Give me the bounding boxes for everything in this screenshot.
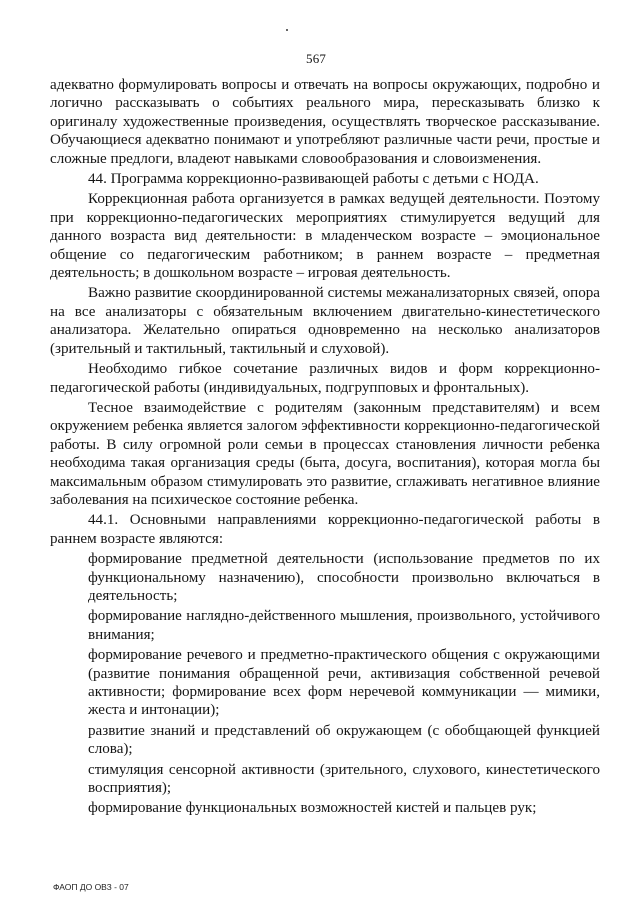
paragraph: Коррекционная работа организуется в рамках ведущей деятельности. Поэтому при коррекционно-педагогических мероприятиях стимулируется ведущий для данного возраста вид деятельности: в младенческом возрасте – эмоциональное общение со педагогическим работником; в раннем возрасте – предметная деятельность; в дошкольном возрасте – игровая деятельность. bbox=[50, 191, 600, 282]
paragraph: Необходимо гибкое сочетание различных видов и форм коррекционно-педагогической работы (индивидуальных, подгрупповых и фронтальных). bbox=[50, 361, 600, 396]
list-item: стимуляция сенсорной активности (зрительного, слухового, кинестетического восприятия); bbox=[88, 761, 600, 797]
page-number: 567 bbox=[306, 51, 327, 66]
paragraph: адекватно формулировать вопросы и отвечать на вопросы окружающих, подробно и логично рассказывать о событиях реального мира, пересказывать близко к оригиналу художественные произведения, осуществлять творческое рассказывание. Обучающиеся адекватно понимают и употребляют различные части речи, простые и сложные предлоги, владеют навыками словообразования и словоизменения. bbox=[50, 77, 600, 167]
footer-label: ФАОП ДО ОВЗ - 07 bbox=[53, 882, 129, 892]
section-heading: 44. Программа коррекционно-развивающей работы с детьми с НОДА. bbox=[88, 171, 539, 188]
paragraph: Тесное взаимодействие с родителям (законным представителям) и всем окружением ребенка является залогом эффективности коррекционно-педагогической работы. В силу огромной роли семьи в процессах становления личности ребенка необходима такая организация среды (быта, досуга, воспитания), которая могла бы максимальным образом стимулировать это развитие, сглаживать негативное влияние заболевания на психическое состояние ребенка. bbox=[50, 399, 600, 508]
list-item: формирование функциональных возможностей кистей и пальцев рук; bbox=[88, 800, 537, 817]
paragraph: Важно развитие скоординированной системы межанализаторных связей, опора на все анализаторы с обязательным включением двигательно-кинестетического анализатора. Желательно опираться одновременно на несколько анализаторов (зрительный и тактильный, тактильный и слуховой). bbox=[50, 285, 600, 357]
list-item: формирование речевого и предметно-практического общения с окружающими (развитие понимания обращенной речи, активизация собственной речевой активности; формирование всех форм неречевой коммуникации — мимики, жеста и интонации); bbox=[88, 647, 600, 719]
list-item: развитие знаний и представлений об окружающем (с обобщающей функцией слова); bbox=[88, 722, 600, 758]
list-item: формирование наглядно-действенного мышления, произвольного, устойчивого внимания; bbox=[88, 608, 600, 643]
subsection-heading: 44.1. Основными направлениями коррекционно-педагогической работы в раннем возрасте являются: bbox=[50, 512, 600, 547]
list-item: формирование предметной деятельности (использование предметов по их функциональному назначению), способности произвольно включаться в деятельность; bbox=[88, 551, 600, 604]
scan-speck bbox=[286, 29, 288, 31]
body-text bbox=[50, 76, 600, 820]
